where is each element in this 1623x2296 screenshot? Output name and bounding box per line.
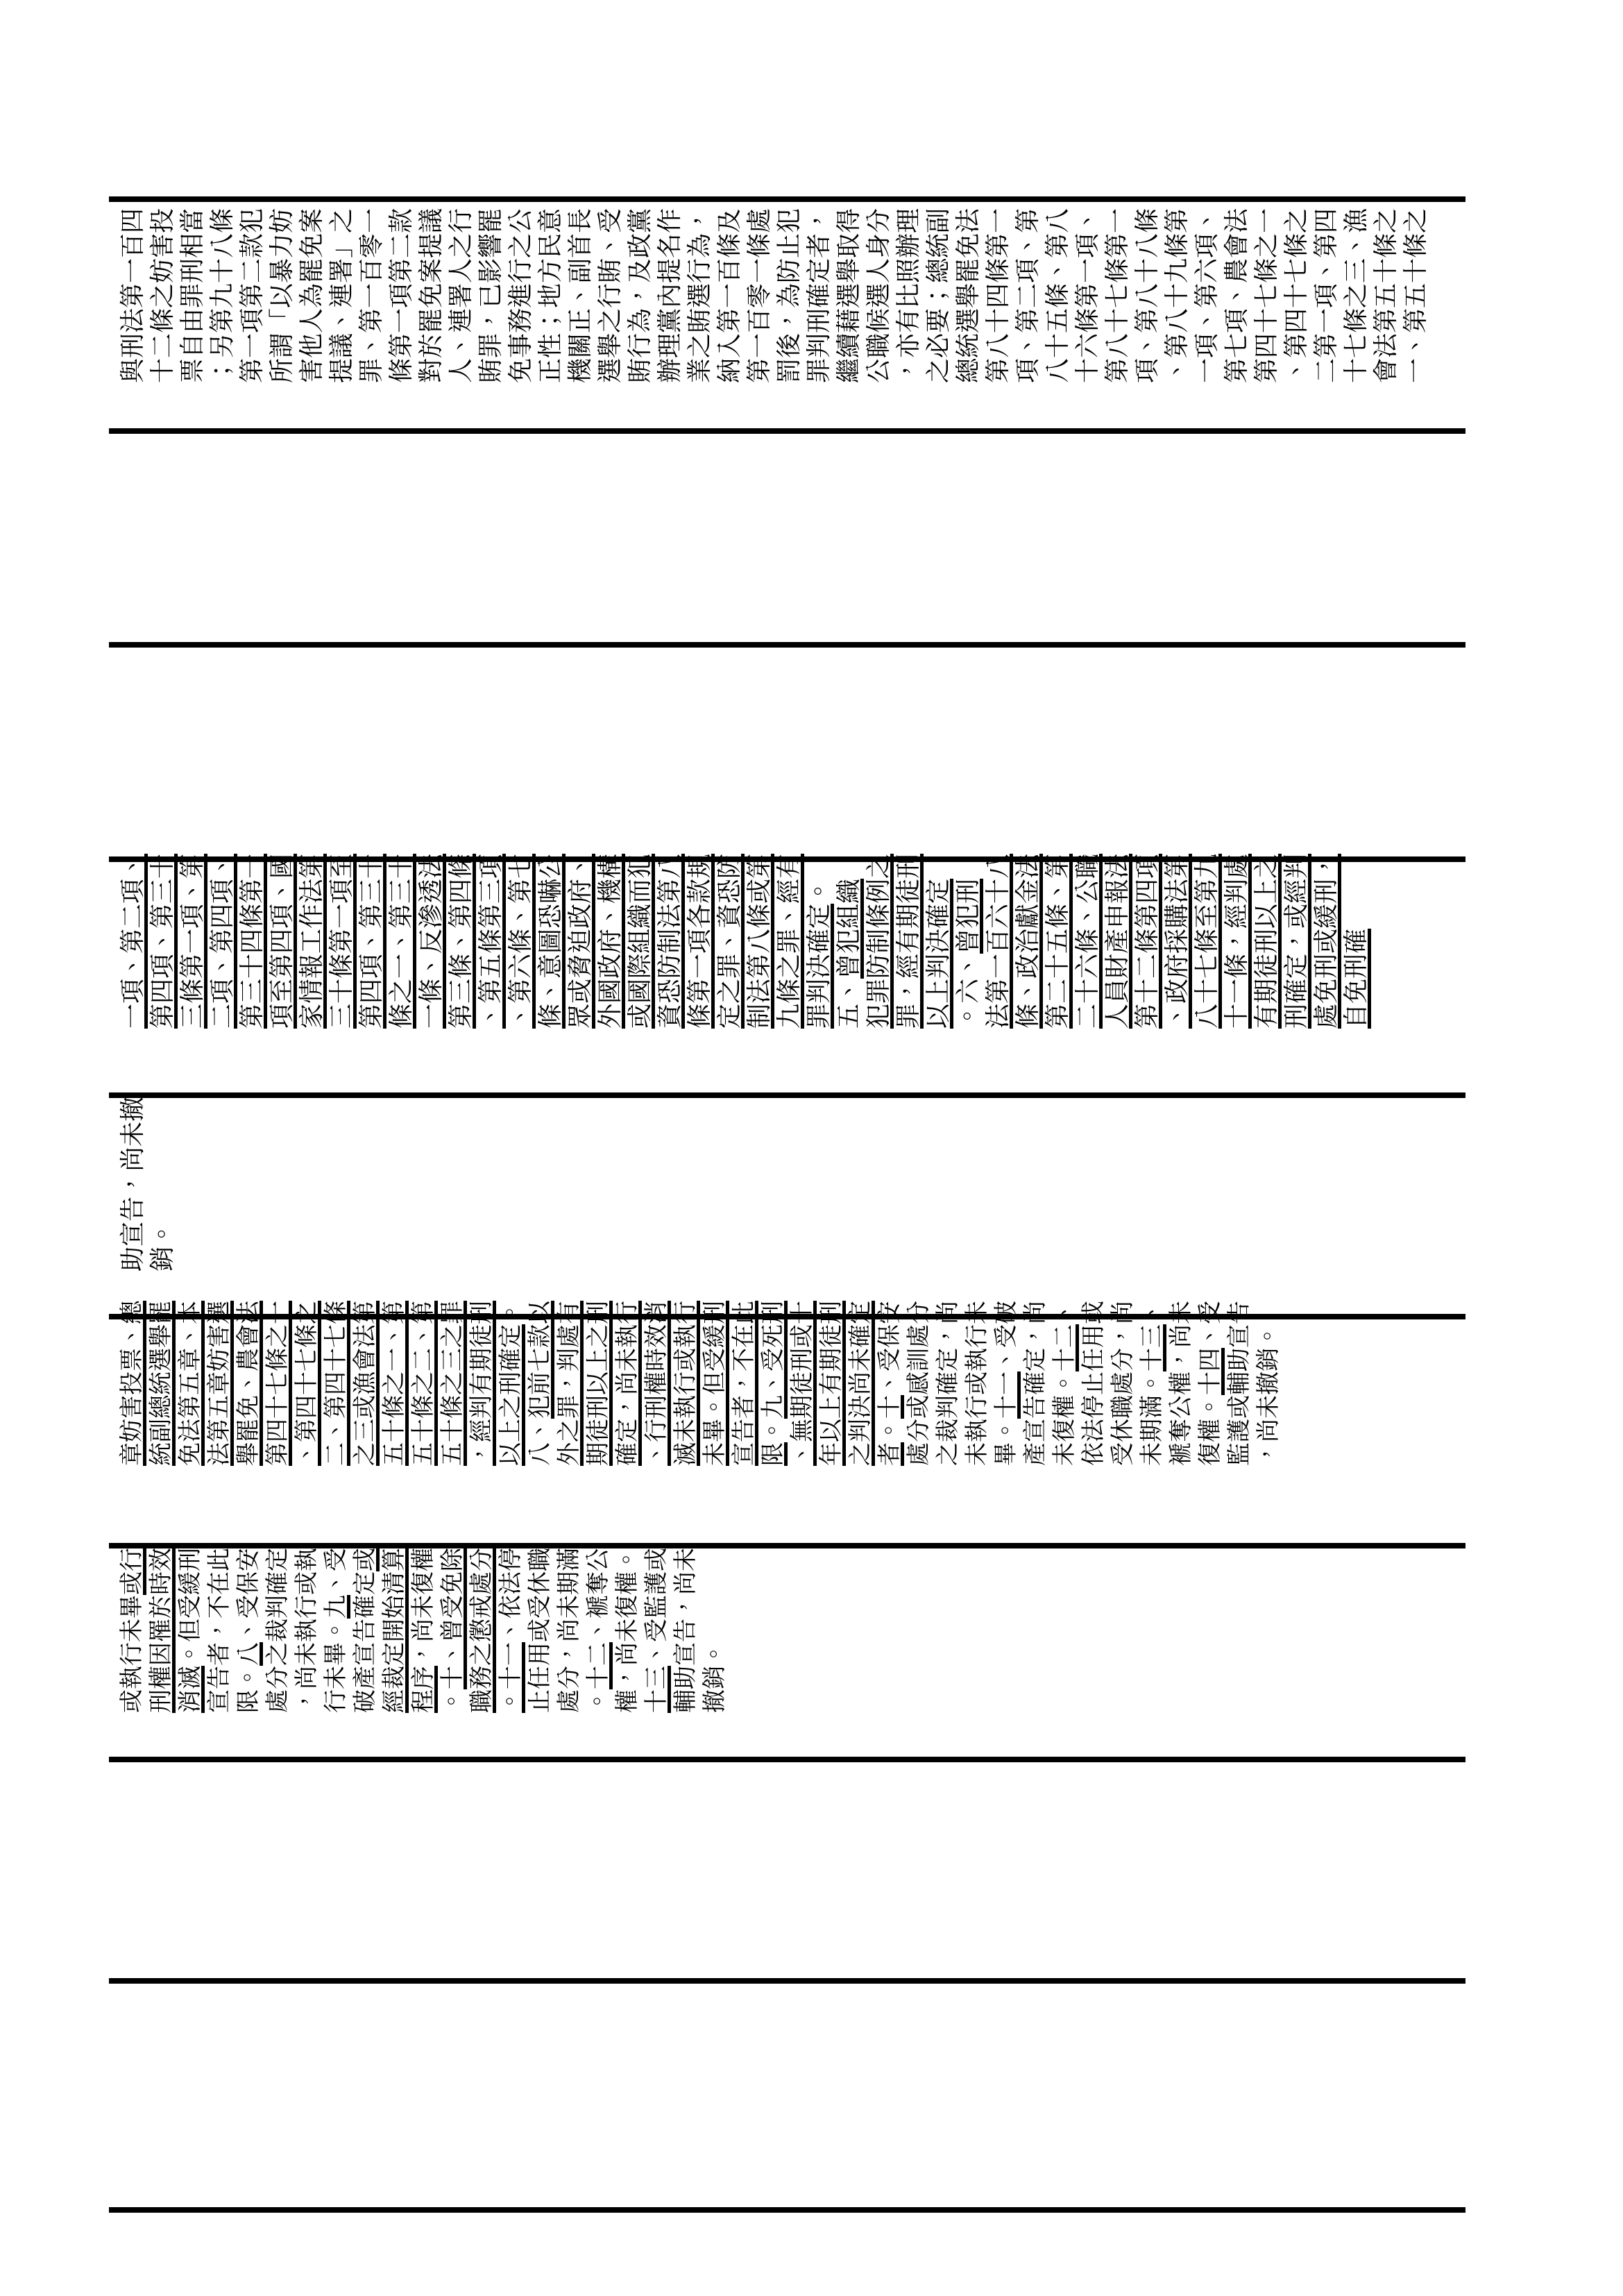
text-band-4: 一項、第二項、第四項、第三十三條第一項、第二項、第四項、第三十四條第一項至第四項、國家情報工作法第三十條第一項至第四項、第三十條之一、第三十一條、反滲透法第三條、第四條、第五條第三項、第六條、第七條、意圖恐嚇公眾或脅迫政府、外國政府、機構或國際組織而犯資恐防制法第八條第一項各款規定之罪、資恐防制法第八條或第九條之罪、經有罪判決確定。五、曾犯組織犯罪防制條例之罪，經有期徒刑以上判決確定。六、曾犯刑法第一百六十八條、政治獻金法第二十五條、第二十六條、公職人員財產申報法第十二條第四項、政府採購法第八十七條至第九十一條，經判處有期徒刑以上之刑確定，或經判處免刑或緩刑，自免刑確 (119, 853, 1370, 1029)
text-band-1: 與刑法第一百四十二條之妨害投票自由罪刑相當；另第九十八條第一項第二款犯所謂「以暴力妨害他人為罷免案提議、連署」之罪、第一百零一條第一項第二款對於罷免案提議人、連署人之行賄罪，已影響罷免事務進行之公正性；地方民意機關正、副首長選舉之行賄、受賄行為，及政黨辦理黨內提名作業之賄選行為，納入第一百條及第一百零一條處罰後，為防止犯罪判刑確定者，繼續藉選舉取得公職候選人身分，亦有比照辦理之必要；總統副總統選舉罷免法第八十四條第一項、第二項、第八十五條、第八十六條第一項、第八十七條第一項、第八十八條、第八十九條第一項、第六項、第七項、農會法第四十七條之一、第四十七條之二第一項、第四十七條之三、漁會法第五十條之一、第五十條之 (119, 208, 1429, 383)
table-rule (109, 1978, 1465, 1984)
table-rule (109, 642, 1465, 648)
table-rule (109, 196, 1465, 202)
text-band-6: 章妨害投票、總統副總統選舉罷免法第五章、本法第五章妨害選舉罷免、農會法第四十七條之一、第四十七條之二、第四十七條之三或漁會法第五十條之一、第五十條之二、第五十條之三之罪，經判有期徒刑以上之刑確定。八、犯前七款以外之罪，判處有期徒刑以上之刑確定，尚未執行、行刑權時效消滅未執行或執行未畢。但受緩刑宣告者，不在此限。九、受死刑、無期徒刑或十年以上有期徒刑之判決尚未確定者。十、受保安處分或感訓處分之裁判確定，尚未執行或執行未畢。十一、受破產宣告確定，尚未復權。十二、依法停止任用或受休職處分，尚未期滿。十三、褫奪公權，尚未復權。十四、受監護或輔助宣告，尚未撤銷。 (119, 1301, 1282, 1466)
table-rule (109, 428, 1465, 434)
table-rule (109, 2207, 1465, 2213)
text-band-5: 助宣告，尚未撤銷。 (119, 1096, 176, 1272)
table-rule (109, 1757, 1465, 1762)
table-rule (109, 1092, 1465, 1098)
text-band-7: 或執行未畢或行刑權因罹於時效消滅。但受緩刑宣告者，不在此限。八、受保安處分之裁判確定，尚未執行或執行未畢。九、受破產宣告確定或經裁定開始清算程序，尚未復權。十、曾受免除職務之懲戒處分。十一、依法停止任用或受休職處分，尚未期滿。十二、褫奪公權，尚未復權。 十三、受監護或輔助宣告，尚未撤銷。 (119, 1548, 728, 1713)
